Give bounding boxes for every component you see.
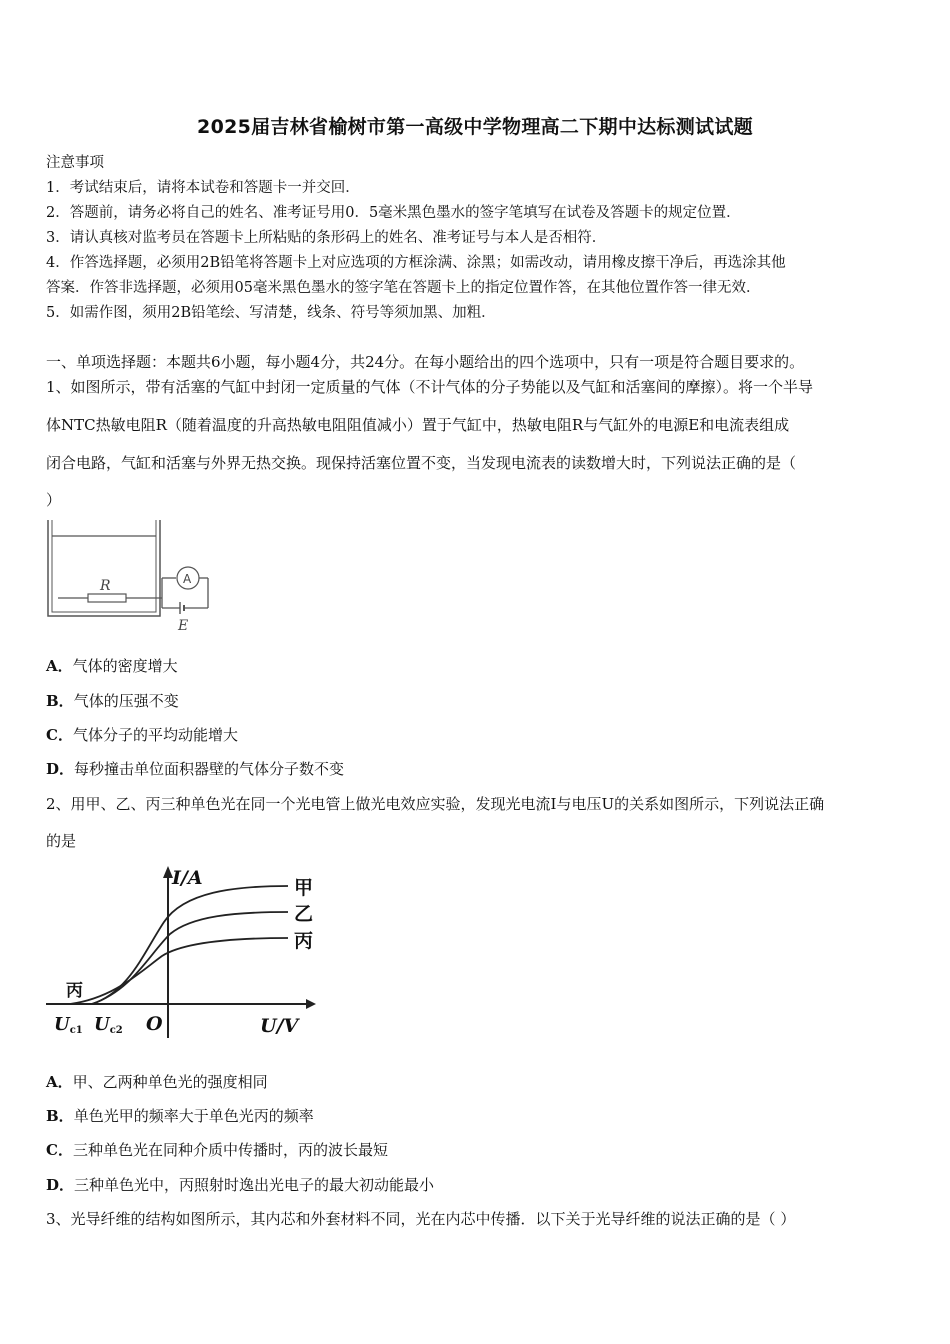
curve-label-yi: 乙 xyxy=(294,903,314,925)
q2-option-b xyxy=(46,1105,314,1126)
q2-option-c xyxy=(46,1139,388,1160)
q2-option-c-key: C． xyxy=(46,1141,73,1159)
notice-item-5: 5．如需作图，须用2B铅笔绘、写清楚，线条、符号等须加黑、加粗． xyxy=(46,305,496,321)
q3-line-1: 3、光导纤维的结构如图所示，其内芯和外套材料不同，光在内芯中传播．以下关于光导纤维的说法正确的是（ ） xyxy=(46,1210,796,1228)
q1-option-a-text: 气体的密度增大 xyxy=(72,657,178,675)
q2-option-a-text: 甲、乙两种单色光的强度相同 xyxy=(72,1073,268,1091)
uc2-label: Uc2 xyxy=(94,1014,123,1036)
curve-yi xyxy=(92,912,288,1004)
source-label: E xyxy=(178,618,189,634)
q1-option-a-key: A． xyxy=(46,657,73,675)
notice-heading: 注意事项 xyxy=(46,155,104,171)
origin-label: O xyxy=(146,1013,163,1035)
ammeter-label: A xyxy=(183,572,192,586)
curve-bing xyxy=(70,938,288,1004)
curve-label-bing: 丙 xyxy=(294,930,314,952)
q1-line-1: 1、如图所示，带有活塞的气缸中封闭一定质量的气体（不计气体的分子势能以及气缸和活塞间的摩擦）。将一个半导 xyxy=(46,378,814,396)
q1-line-3: 闭合电路，气缸和活塞与外界无热交换。现保持活塞位置不变，当发现电流表的读数增大时，下列说法正确的是（ xyxy=(46,454,797,472)
q2-option-a-key: A． xyxy=(46,1073,73,1091)
q1-option-a xyxy=(46,655,178,676)
left-curve-label-bing: 丙 xyxy=(66,981,83,1001)
q1-option-b xyxy=(46,690,179,711)
notice-item-3: 3．请认真核对监考员在答题卡上所粘贴的条形码上的姓名、准考证号与本人是否相符． xyxy=(46,230,607,246)
y-axis-label: I/A xyxy=(172,867,203,889)
notice-item-1: 1．考试结束后，请将本试卷和答题卡一并交回． xyxy=(46,180,360,196)
q2-option-b-text: 单色光甲的频率大于单色光丙的频率 xyxy=(73,1107,314,1125)
q1-line-2: 体NTC热敏电阻R（随着温度的升高热敏电阻阻值减小）置于气缸中，热敏电阻R与气缸外的电源E和电流表组成 xyxy=(46,416,790,434)
q1-option-b-text: 气体的压强不变 xyxy=(73,692,179,710)
q1-option-c-text: 气体分子的平均动能增大 xyxy=(72,726,238,744)
q1-option-d-text: 每秒撞击单位面积器壁的气体分子数不变 xyxy=(74,760,345,778)
page-title: 2025届吉林省榆树市第一高级中学物理高二下期中达标测试试题 xyxy=(197,116,753,138)
x-axis-label: U/V xyxy=(260,1015,299,1037)
q1-option-d xyxy=(46,758,344,779)
q2-option-a xyxy=(46,1071,268,1092)
q1-line-4: ） xyxy=(46,491,62,509)
notice-item-4: 4．作答选择题，必须用2B铅笔将答题卡上对应选项的方框涂满、涂黑；如需改动，请用橡皮擦干净后，再选涂其他 xyxy=(46,255,786,271)
q2-option-d xyxy=(46,1174,434,1195)
q1-option-b-key: B． xyxy=(46,692,74,710)
q2-option-d-key: D． xyxy=(46,1176,75,1194)
q2-line-1: 2、用甲、乙、丙三种单色光在同一个光电管上做光电效应实验，发现光电流I与电压U的关系如图所示，下列说法正确 xyxy=(46,795,825,813)
cylinder-circuit-figure xyxy=(44,516,219,634)
q1-option-c xyxy=(46,724,238,745)
q1-option-d-key: D． xyxy=(46,760,75,778)
notice-item-4-cont: 答案．作答非选择题，必须用05毫米黑色墨水的签字笔在答题卡上的指定位置作答，在其他位置作答一律无效． xyxy=(46,280,761,296)
q2-option-c-text: 三种单色光在同种介质中传播时，丙的波长最短 xyxy=(72,1141,388,1159)
notice-item-2: 2．答题前，请务必将自己的姓名、准考证号用0．5毫米黑色墨水的签字笔填写在试卷及答题卡的规定位置． xyxy=(46,205,741,221)
resistor-label: R xyxy=(100,578,111,594)
q2-option-b-key: B． xyxy=(46,1107,74,1125)
uc1-label: Uc1 xyxy=(54,1014,83,1036)
q2-line-2: 的是 xyxy=(46,832,77,850)
section-heading: 一、单项选择题：本题共6小题，每小题4分，共24分。在每小题给出的四个选项中，只有一项是符合题目要求的。 xyxy=(46,353,805,371)
q2-option-d-text: 三种单色光中，丙照射时逸出光电子的最大初动能最小 xyxy=(74,1176,435,1194)
curve-label-jia: 甲 xyxy=(294,877,314,899)
q1-option-c-key: C． xyxy=(46,726,73,744)
iu-graph-figure xyxy=(44,862,324,1040)
